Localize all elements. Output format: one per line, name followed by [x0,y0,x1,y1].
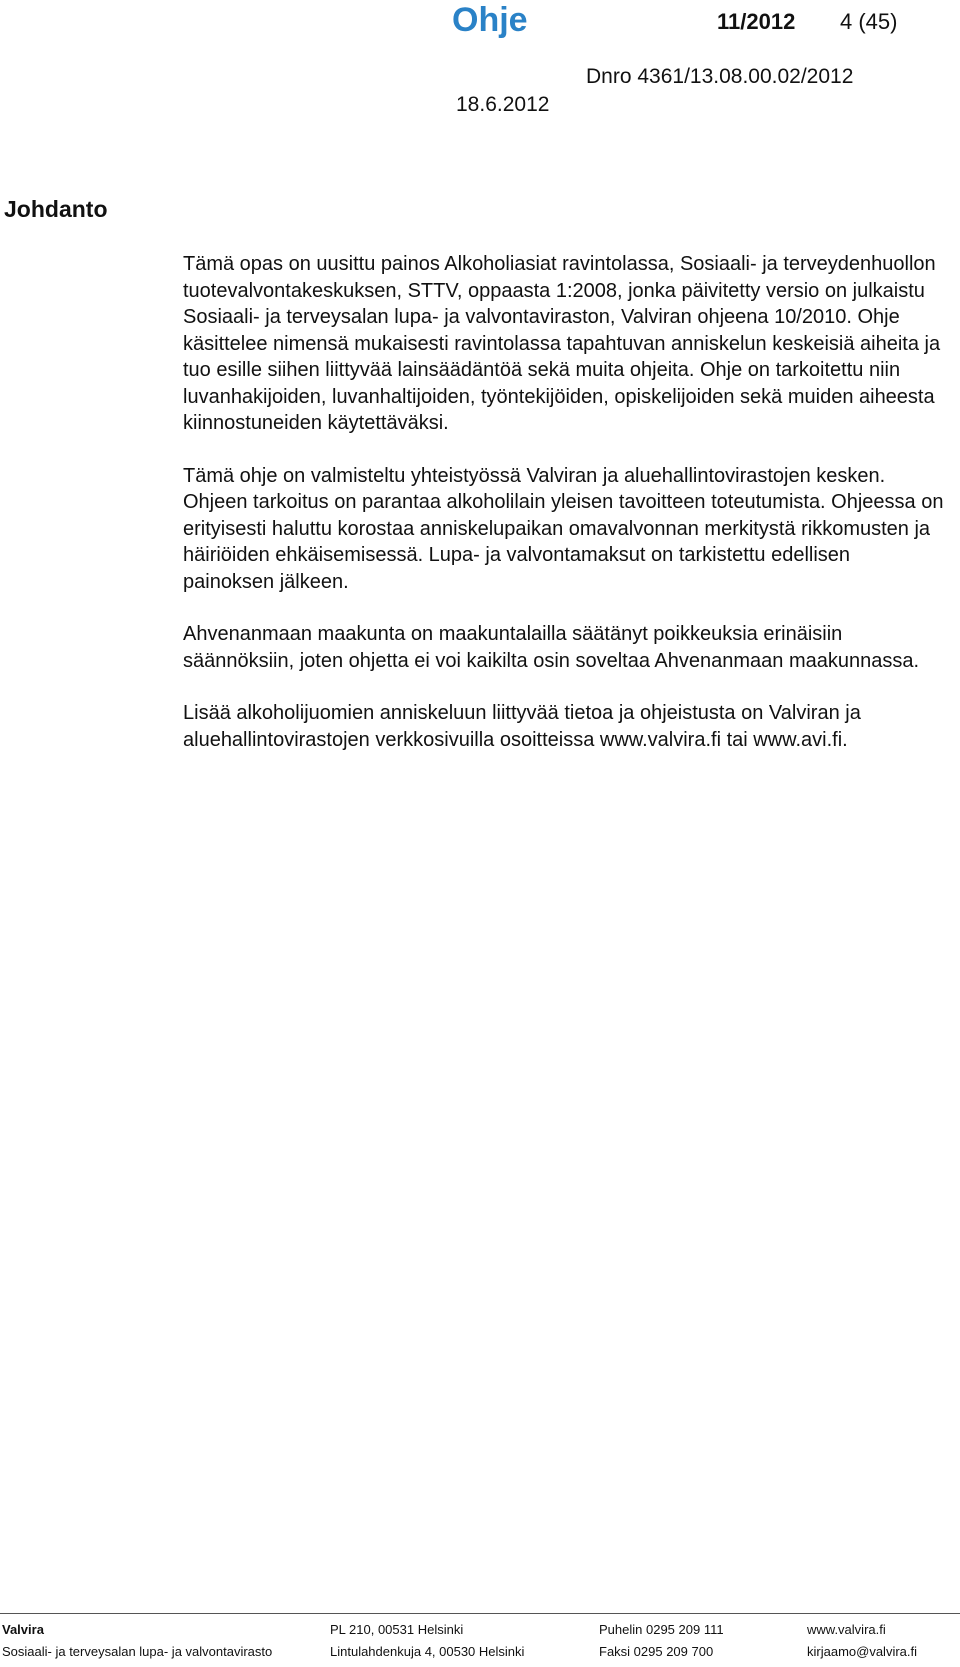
footer-contact [599,1619,724,1663]
footer-divider [0,1613,960,1614]
footer-phone: Puhelin 0295 209 111 [599,1622,724,1637]
footer-address [330,1619,524,1663]
paragraph-3: Ahvenanmaan maakunta on maakuntalailla säätänyt poikkeuksia erinäisiin säännöksiin, joten ohjetta ei voi kaikilta osin soveltaa Ahvenanmaan maakunnassa. [183,623,920,672]
footer-org-fullname: Sosiaali- ja terveysalan lupa- ja valvontavirasto [2,1644,273,1659]
footer-postal-address: PL 210, 00531 Helsinki [330,1622,464,1637]
footer-street-address: Lintulahdenkuja 4, 00530 Helsinki [330,1644,525,1659]
document-type: Ohje [452,1,528,39]
section-title: Johdanto [4,196,108,222]
footer-organization [2,1619,272,1663]
footer-email-link[interactable]: kirjaamo@valvira.fi [807,1644,917,1659]
paragraph-4: Lisää alkoholijuomien anniskeluun liittyvää tietoa ja ohjeistusta on Valviran ja aluehallintovirastojen verkkosivuilla osoitteissa www.valvira.fi tai www.avi.fi. [183,702,861,751]
footer-website-link[interactable]: www.valvira.fi [807,1622,886,1637]
document-date: 18.6.2012 [456,93,550,116]
footer-fax: Faksi 0295 209 700 [599,1644,714,1659]
footer-org-name: Valvira [2,1622,44,1637]
paragraph-1: Tämä opas on uusittu painos Alkoholiasiat ravintolassa, Sosiaali- ja terveydenhuollon tuotevalvontakeskuksen, STTV, oppaasta 1:2008, jonka päivitetty versio on julkaistu Sosiaali- ja terveysalan lupa- ja valvontaviraston, Valviran ohjeena 10/2010. Ohje käsittelee nimensä mukaisesti ravintolassa tapahtuvan anniskelun keskeisiä aiheita ja tuo esille siihen liittyvää lainsäädäntöä sekä muita ohjeita. Ohje on tarkoitettu niin luvanhakijoiden, luvanhaltijoiden, työntekijöiden, opiskelijoiden sekä muiden aiheesta kiinnostuneiden käytettäväksi. [183,253,941,434]
document-number: 11/2012 [717,9,796,34]
page-number: 4 (45) [840,9,898,34]
footer-online [807,1619,917,1663]
diary-number: Dnro 4361/13.08.00.02/2012 [586,65,854,88]
body-text [183,251,945,779]
paragraph-2: Tämä ohje on valmisteltu yhteistyössä Valviran ja aluehallintovirastojen kesken. Ohjeen tarkoitus on parantaa alkoholilain yleisen tavoitteen toteutumista. Ohjeessa on erityisesti haluttu korostaa anniskelupaikan omavalvonnan merkitystä rikkomusten ja häiriöiden ehkäisemisessä. Lupa- ja valvontamaksut on tarkistettu edellisen painoksen jälkeen. [183,464,944,593]
